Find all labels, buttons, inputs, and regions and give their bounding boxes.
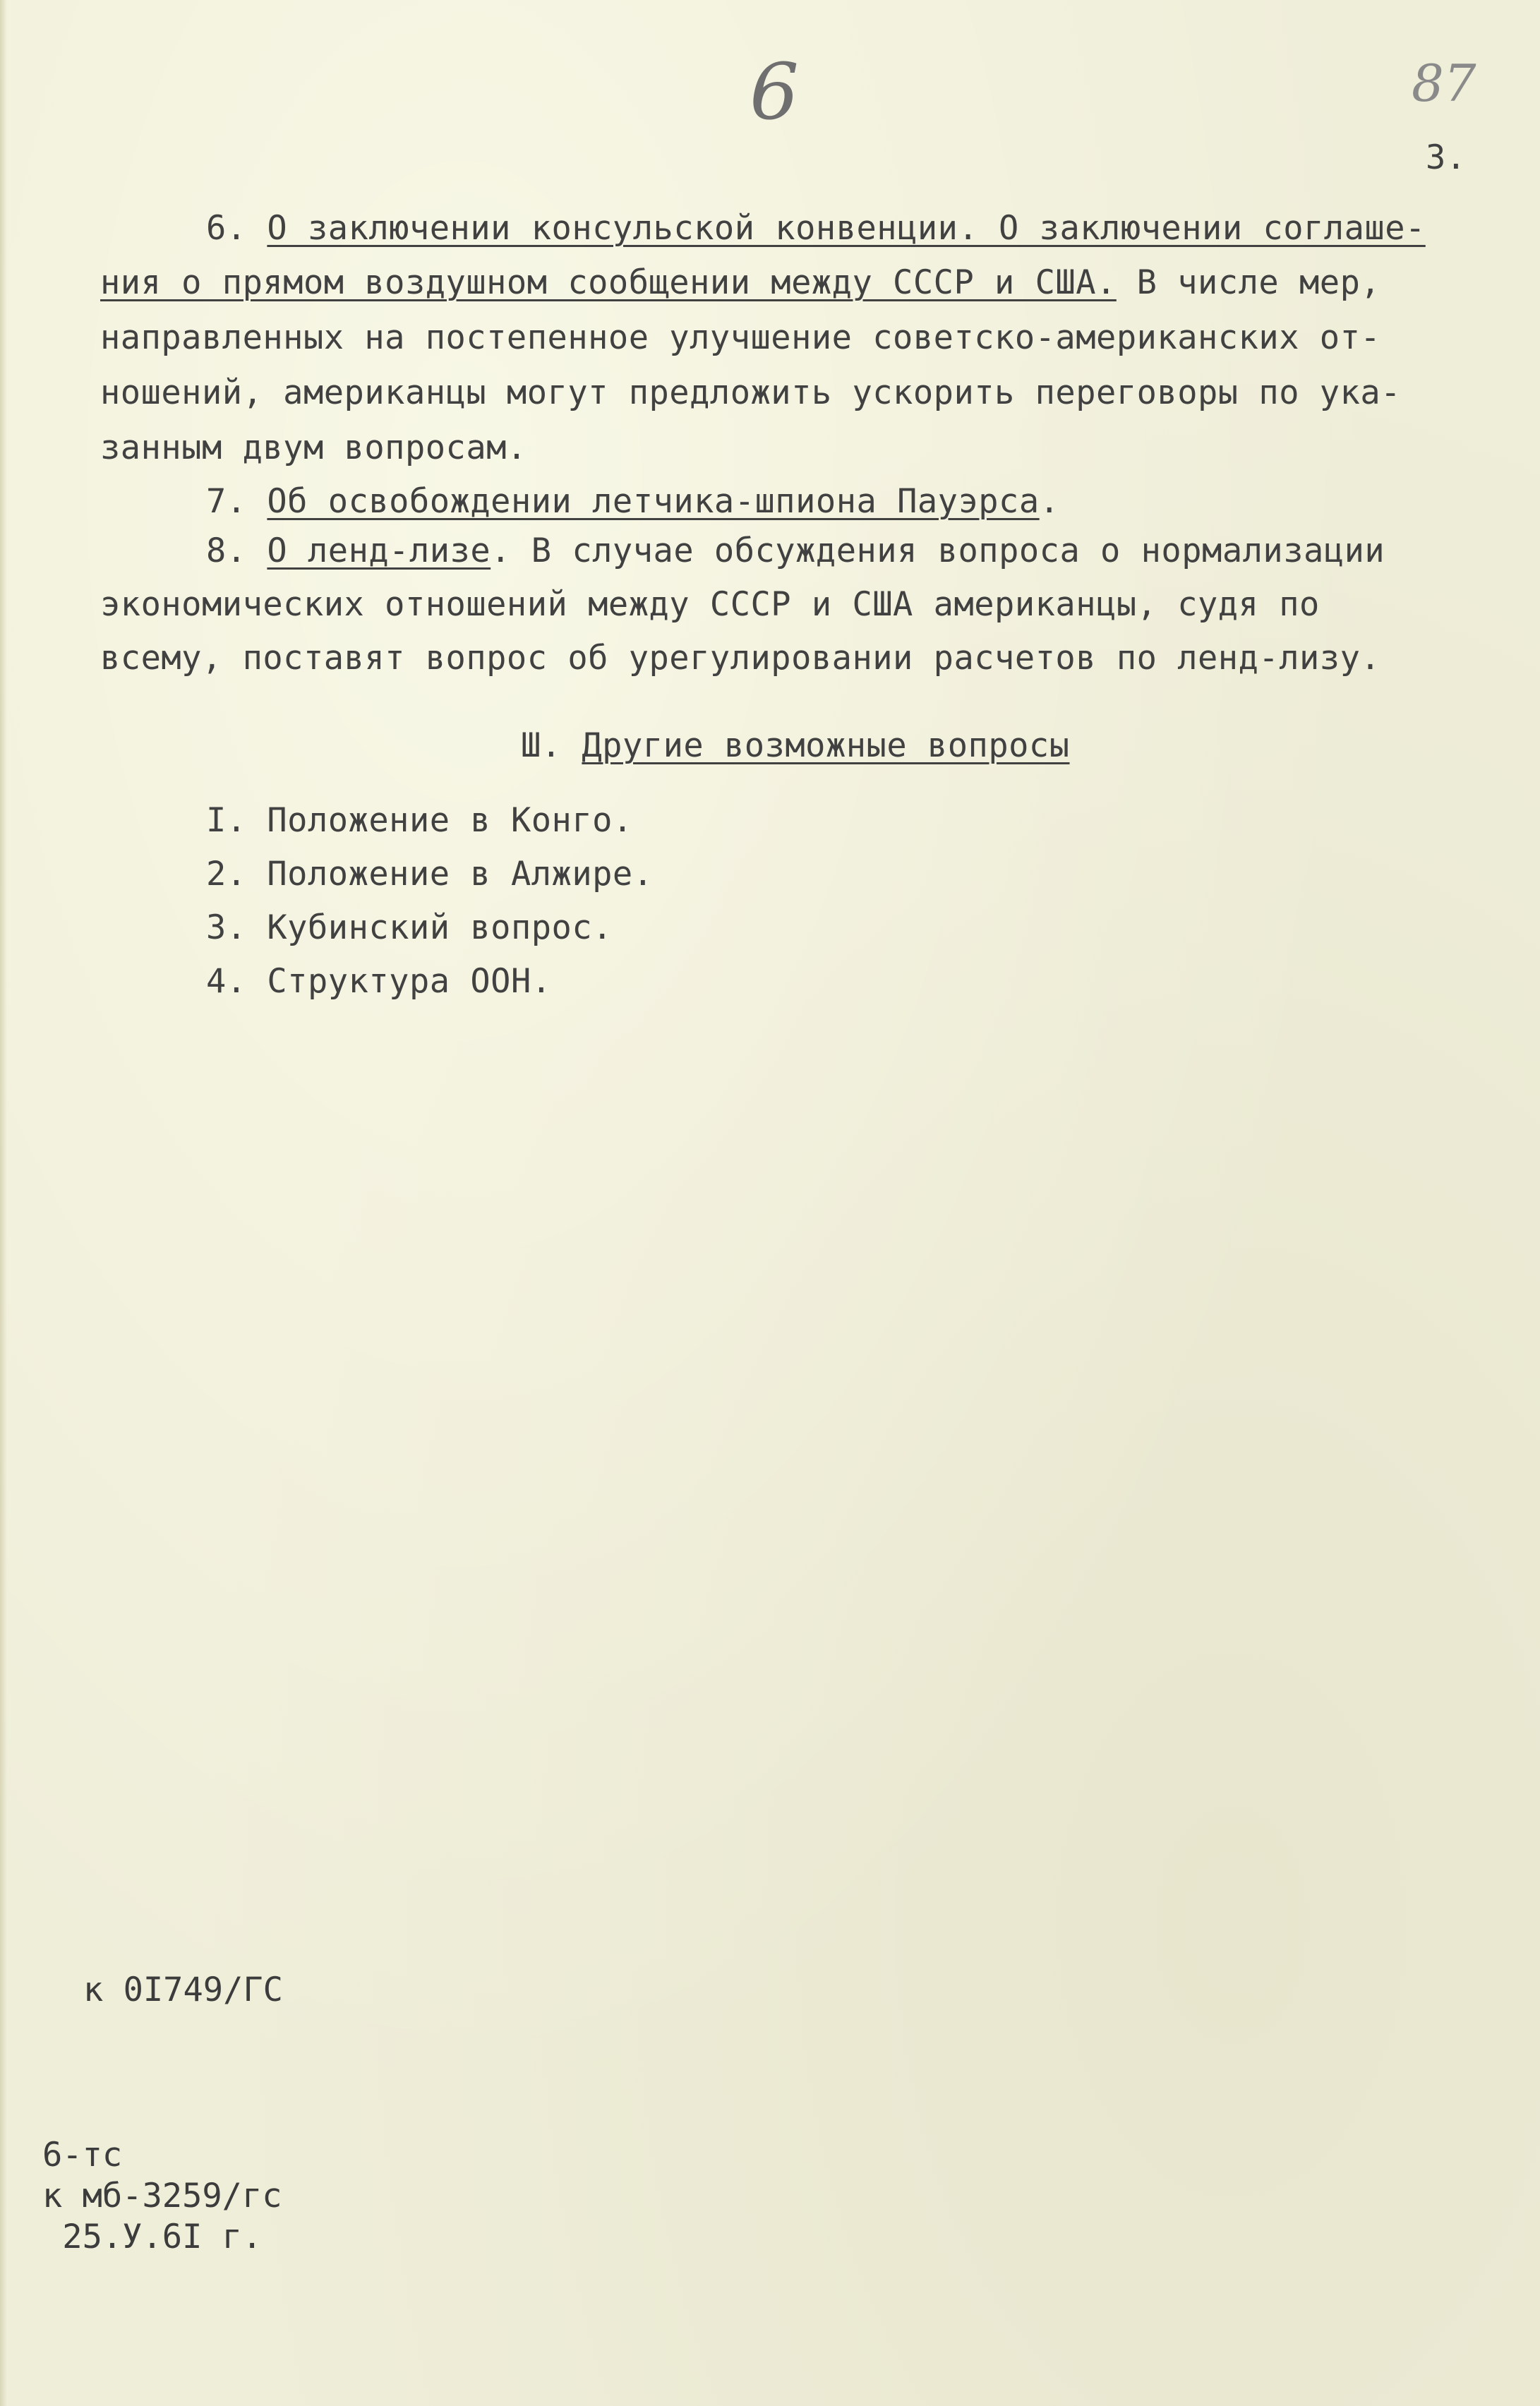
item-6-text-start: В числе мер, — [1116, 263, 1381, 302]
item-8-number: 8. — [206, 531, 247, 570]
item-6-title-part-1: О заключении консульской конвенции. О заключении соглаше- — [267, 209, 1426, 248]
section-3-item-2: 2. Положение в Алжире. — [206, 855, 654, 894]
item-8-line-3: всему, поставят вопрос об урегулировании расчетов по ленд-лизу. — [100, 639, 1381, 678]
section-3-heading — [521, 718, 1070, 774]
registry-reference-1: к 0I749/ГС — [83, 1971, 283, 2009]
item-7-number: 7. — [206, 482, 247, 521]
registry-reference-2-line-1: 6-тс — [42, 2136, 123, 2175]
item-6-line-4: ношений, американцы могут предложить ускорить переговоры по ука- — [100, 373, 1401, 412]
section-3-item-4: 4. Структура ООН. — [206, 962, 552, 1001]
handwritten-sheet-number: 87 — [1412, 54, 1476, 113]
item-6-line-2 — [100, 255, 1380, 311]
item-7-end: . — [1039, 482, 1060, 521]
handwritten-folio-number: 6 — [750, 47, 799, 137]
item-8-line-1 — [206, 524, 1385, 579]
item-6-number: 6. — [206, 209, 247, 248]
section-3-item-3: 3. Кубинский вопрос. — [206, 908, 613, 947]
section-3-item-1: I. Положение в Конго. — [206, 801, 633, 840]
item-6-line-1 — [206, 201, 1426, 256]
section-3-number: Ш. — [521, 726, 562, 765]
item-6-line-3: направленных на постепенное улучшение советско-американских от- — [100, 318, 1381, 357]
item-8-line-2: экономических отношений между СССР и США американцы, судя по — [100, 585, 1320, 624]
registry-reference-2-line-3: 25.У.6I г. — [42, 2218, 263, 2256]
item-6-line-5: занным двум вопросам. — [100, 428, 527, 467]
registry-reference-2-line-2: к мб-3259/гс — [42, 2177, 282, 2215]
item-8-title: О ленд-лизе — [267, 531, 491, 570]
page-number: 3. — [1426, 138, 1467, 177]
item-6-title-part-2: ния о прямом воздушном сообщении между СССР и США. — [100, 263, 1117, 302]
section-3-title: Другие возможные вопросы — [582, 726, 1070, 765]
page-edge-shadow — [0, 0, 7, 2406]
item-7-title: Об освобождении летчика-шпиона Пауэрса — [267, 482, 1040, 521]
item-7-line — [206, 474, 1059, 529]
item-8-text-start: . В случае обсуждения вопроса о нормализации — [491, 531, 1385, 570]
